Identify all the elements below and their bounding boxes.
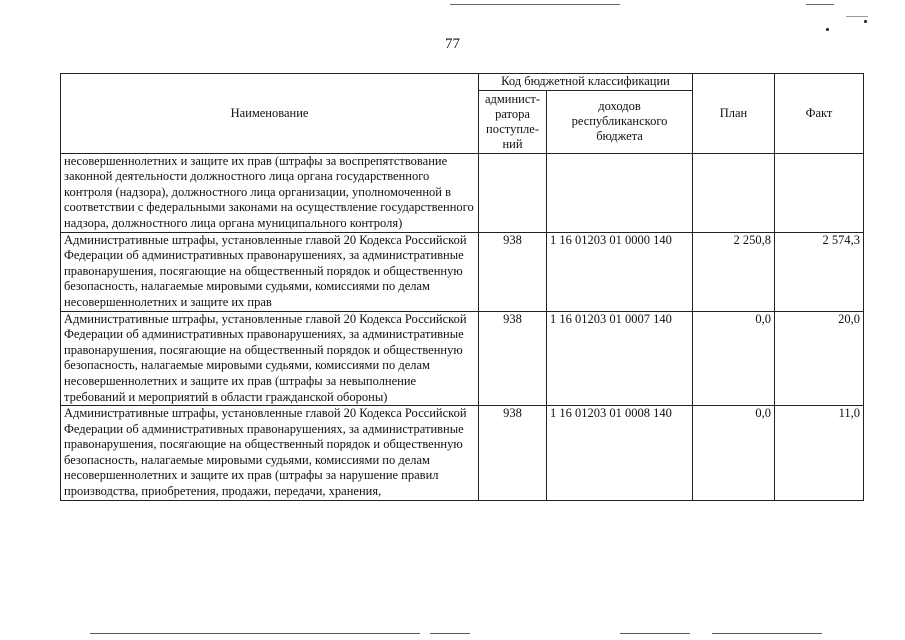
- header-revenue: доходов республиканского бюджета: [547, 90, 693, 153]
- scan-artifact-top-line: [450, 4, 620, 5]
- scan-artifact-dot: [864, 20, 867, 23]
- row-name: Административные штрафы, установленные главой 20 Кодекса Российской Федерации об административных правонарушениях, за административные правонарушения, посягающие на общественный порядок и общественную безопасность, налагаемые мировыми судьями, комиссиями по делам несовершеннолетних и защите их прав (штрафы за нарушение правил производства, приобретения, продажи, передачи, хранения,: [61, 406, 479, 501]
- row-name: несовершеннолетних и защите их прав (штрафы за воспрепятствование законной деятельности должностного лица органа государственного контроля (надзора), должностного лица организации, уполномоченной в соответствии с федеральными законами на осуществление государственного надзора, должностного лица органа муниципального контроля): [61, 153, 479, 232]
- header-admin: админист-ратора поступле-ний: [479, 90, 547, 153]
- budget-table: [60, 73, 864, 501]
- header-name: Наименование: [61, 74, 479, 154]
- row-fact: 11,0: [775, 406, 864, 501]
- row-fact: 2 574,3: [775, 232, 864, 311]
- row-plan: 0,0: [693, 311, 775, 406]
- header-row: [61, 74, 864, 91]
- row-kbk-code: 1 16 01203 01 0007 140: [547, 311, 693, 406]
- table-row: [61, 406, 864, 501]
- row-fact: [775, 153, 864, 232]
- row-kbk-code: [547, 153, 693, 232]
- row-admin-code: 938: [479, 232, 547, 311]
- row-kbk-code: 1 16 01203 01 0000 140: [547, 232, 693, 311]
- row-plan: 2 250,8: [693, 232, 775, 311]
- table-row: [61, 311, 864, 406]
- scan-artifact-right-line: [846, 16, 868, 17]
- scan-artifact-dot: [826, 28, 829, 31]
- row-plan: [693, 153, 775, 232]
- row-admin-code: 938: [479, 311, 547, 406]
- scan-artifact-bottom-line: [90, 633, 420, 634]
- page-number: 77: [445, 36, 460, 52]
- scan-artifact-bottom-line: [430, 633, 470, 634]
- row-admin-code: 938: [479, 406, 547, 501]
- table-row: [61, 153, 864, 232]
- header-plan: План: [693, 74, 775, 154]
- row-admin-code: [479, 153, 547, 232]
- scan-artifact-bottom-line: [620, 633, 690, 634]
- row-plan: 0,0: [693, 406, 775, 501]
- table-row: [61, 232, 864, 311]
- row-name: Административные штрафы, установленные главой 20 Кодекса Российской Федерации об административных правонарушениях, за административные правонарушения, посягающие на общественный порядок и общественную безопасность, налагаемые мировыми судьями, комиссиями по делам несовершеннолетних и защите их прав (штрафы за невыполнение требований и мероприятий в области гражданской обороны): [61, 311, 479, 406]
- header-kbk-group: Код бюджетной классификации: [479, 74, 693, 91]
- row-fact: 20,0: [775, 311, 864, 406]
- scan-artifact-bottom-line: [712, 633, 822, 634]
- header-fact: Факт: [775, 74, 864, 154]
- row-kbk-code: 1 16 01203 01 0008 140: [547, 406, 693, 501]
- row-name: Административные штрафы, установленные главой 20 Кодекса Российской Федерации об административных правонарушениях, за административные правонарушения, посягающие на общественный порядок и общественную безопасность, налагаемые мировыми судьями, комиссиями по делам несовершеннолетних и защите их прав: [61, 232, 479, 311]
- scan-artifact-top-right-line: [806, 4, 834, 5]
